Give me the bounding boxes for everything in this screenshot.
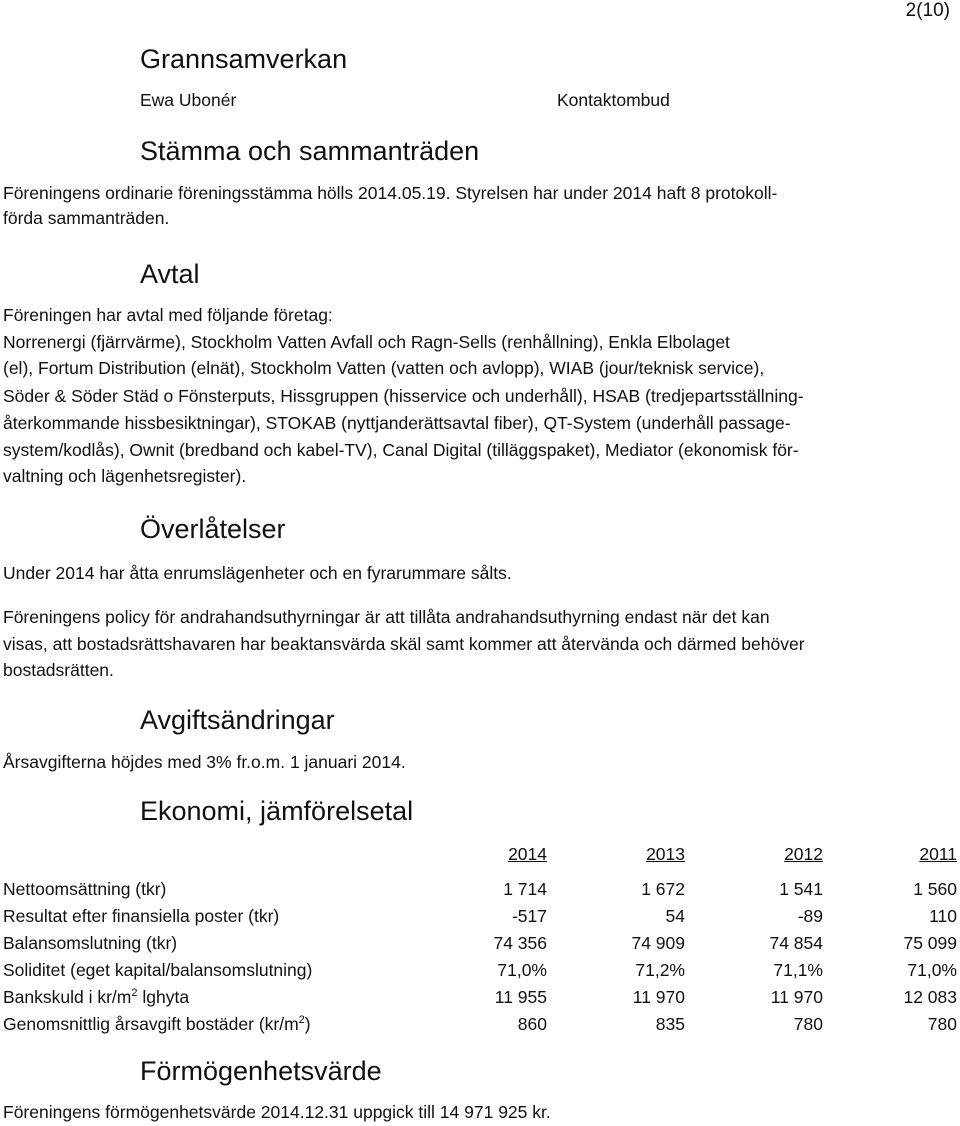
heading-ekonomi: Ekonomi, jämförelsetal: [140, 796, 414, 826]
avtal-line-3: Söder & Söder Städ o Fönsterputs, Hissgruppen (hisservice och underhåll), HSAB (tredjepartsställning-: [3, 386, 804, 406]
table-cell: 54: [665, 906, 685, 926]
table-cell: -517: [511, 906, 547, 926]
year-header: 2012: [784, 843, 823, 864]
heading-avgift: Avgiftsändringar: [140, 705, 335, 735]
table-cell: 71,0%: [907, 960, 957, 980]
year-header: 2011: [919, 843, 957, 864]
page-number: 2(10): [905, 0, 950, 21]
table-cell: 110: [929, 906, 957, 926]
policy-line-1: Föreningens policy för andrahandsuthyrningar är att tillåta andrahandsuthyrning endast när det kan: [3, 607, 770, 627]
avtal-intro: Föreningen har avtal med följande företag:: [3, 305, 333, 325]
table-cell: 71,2%: [635, 960, 685, 980]
table-row: [0, 984, 957, 1011]
avtal-line-5: system/kodlås), Ownit (bredband och kabel-TV), Canal Digital (tilläggspaket), Mediator (ekonomisk för-: [3, 440, 799, 460]
table-cell: 1 560: [913, 879, 957, 899]
overlatelser-text: Under 2014 har åtta enrumslägenheter och en fyrarummare sålts.: [3, 563, 512, 583]
heading-grannsamverkan: Grannsamverkan: [140, 44, 348, 74]
row-label: Balansomslutning (tkr): [3, 933, 178, 953]
table-cell: 74 854: [769, 933, 823, 953]
row-label: Soliditet (eget kapital/balansomslutning): [3, 960, 313, 980]
table-cell: -89: [797, 906, 823, 926]
table-cell: 74 356: [493, 933, 547, 953]
table-row: [0, 1011, 957, 1038]
table-cell: 780: [927, 1014, 957, 1034]
table-cell: 75 099: [903, 933, 957, 953]
table-cell: 11 970: [632, 987, 685, 1007]
avtal-line-1: Norrenergi (fjärrvärme), Stockholm Vatten Avfall och Ragn-Sells (renhållning), Enkla Elbolaget: [3, 332, 730, 352]
table-header-row: [0, 840, 957, 868]
table-cell: 74 909: [631, 933, 685, 953]
year-header: 2014: [508, 843, 547, 864]
avtal-line-6: valtning och lägenhetsregister).: [3, 466, 247, 486]
table-cell: 71,1%: [773, 960, 823, 980]
table-cell: 71,0%: [497, 960, 547, 980]
stamma-line-1: Föreningens ordinarie föreningsstämma hölls 2014.05.19. Styrelsen har under 2014 haft 8 protokoll-: [3, 183, 778, 203]
table-cell: 835: [655, 1014, 685, 1034]
financial-table: [0, 840, 957, 1038]
avgift-text: Årsavgifterna höjdes med 3% fr.o.m. 1 januari 2014.: [3, 752, 406, 772]
heading-stamma: Stämma och sammanträden: [140, 136, 480, 166]
formogenhet-text: Föreningens förmögenhetsvärde 2014.12.31 uppgick till 14 971 925 kr.: [3, 1102, 551, 1122]
avtal-line-2: (el), Fortum Distribution (elnät), Stockholm Vatten (vatten och avlopp), WIAB (jour/teknisk service),: [3, 358, 765, 378]
year-header: 2013: [646, 843, 685, 864]
policy-line-2: visas, att bostadsrättshavaren har beaktansvärda skäl samt kommer att återvända och därmed behöver: [3, 634, 805, 654]
row-label: Genomsnittlig årsavgift bostäder $(kr/m^2)$: [3, 1014, 311, 1034]
table-cell: 780: [793, 1014, 823, 1034]
policy-line-3: bostadsrätten.: [3, 660, 114, 680]
table-cell: 1 672: [641, 879, 685, 899]
contact-role: Kontaktombud: [557, 90, 670, 110]
contact-name: Ewa Ubonér: [140, 90, 237, 110]
table-cell: 11 955: [494, 987, 547, 1007]
heading-avtal: Avtal: [140, 259, 200, 289]
table-cell: 12 083: [903, 987, 957, 1007]
table-row: [0, 957, 957, 984]
heading-formogenhet: Förmögenhetsvärde: [140, 1056, 382, 1086]
table-cell: 860: [517, 1014, 547, 1034]
table-row: [0, 903, 957, 930]
table-cell: 11 970: [770, 987, 823, 1007]
table-row: [0, 930, 957, 957]
table-cell: 1 714: [503, 879, 547, 899]
table-row: [0, 876, 957, 903]
stamma-line-2: förda sammanträden.: [3, 208, 170, 228]
row-label: Resultat efter finansiella poster (tkr): [3, 906, 280, 926]
avtal-line-4: återkommande hissbesiktningar), STOKAB (nyttjanderättsavtal fiber), QT-System (underhåll passage-: [3, 413, 791, 433]
heading-overlatelser: Överlåtelser: [140, 514, 286, 544]
table-cell: 1 541: [779, 879, 823, 899]
row-label: Nettoomsättning (tkr): [3, 879, 167, 899]
row-label: Bankskuld i $kr/m^2$ lghyta: [3, 987, 190, 1007]
